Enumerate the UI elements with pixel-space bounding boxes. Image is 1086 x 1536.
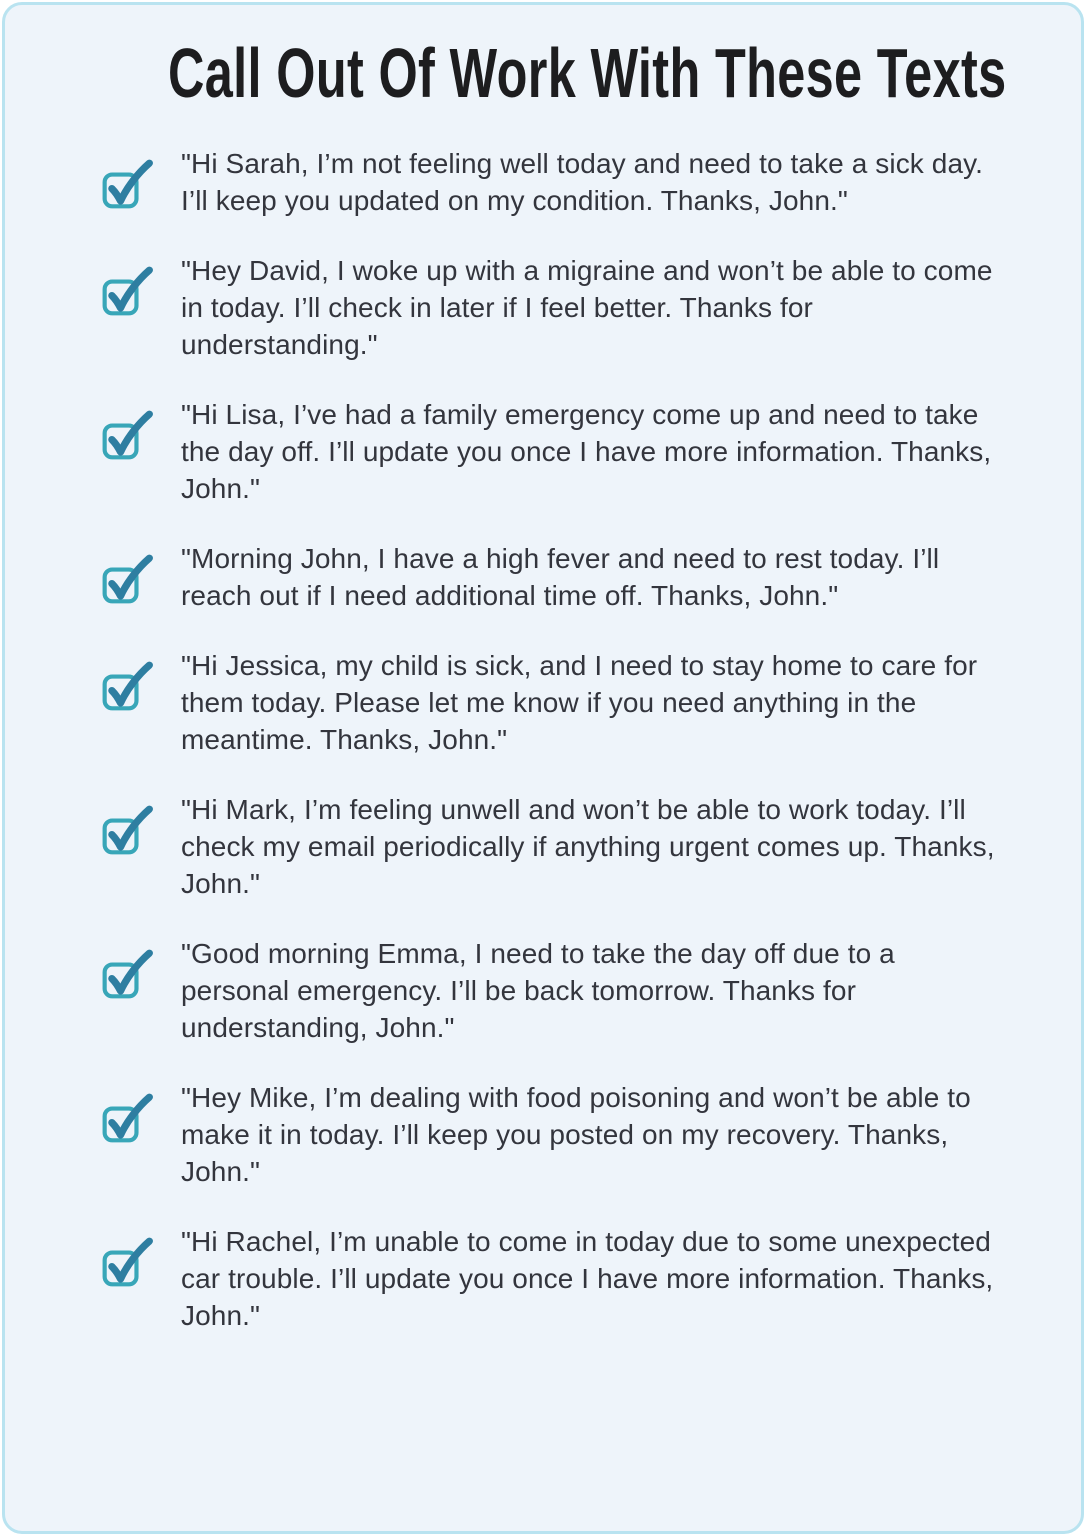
list-item [102,647,999,758]
text-message: "Hi Sarah, I’m not feeling well today and need to take a sick day. I’ll keep you updated on my condition. Thanks, John." [181,148,984,216]
message-list [5,145,1081,1334]
list-item [102,935,999,1046]
checkbox-checked-icon [102,944,152,1004]
checkbox-checked-icon [102,1232,152,1292]
text-message: "Morning John, I have a high fever and need to rest today. I’ll reach out if I need additional time off. Thanks, John." [181,543,940,611]
list-item [102,1079,999,1190]
checkbox-checked-icon [102,800,152,860]
page-title-wrap [5,34,1081,112]
text-message: "Good morning Emma, I need to take the day off due to a personal emergency. I’ll be back tomorrow. Thanks for understanding, John." [181,938,895,1043]
text-message: "Hi Jessica, my child is sick, and I need to stay home to care for them today. Please let me know if you need anything in the meantime. Thanks, John." [181,650,978,755]
list-item [102,145,999,219]
list-item [102,396,999,507]
checkbox-checked-icon [102,154,152,214]
list-item [102,540,999,614]
text-message: "Hey David, I woke up with a migraine and won’t be able to come in today. I’ll check in later if I feel better. Thanks for understanding." [181,255,993,360]
list-item [102,791,999,902]
list-item [102,1223,999,1334]
text-message: "Hi Rachel, I’m unable to come in today due to some unexpected car trouble. I’ll update you once I have more information. Thanks, John." [181,1226,994,1331]
list-item [102,252,999,363]
page-title: Call Out Of Work With These Texts [168,34,1007,112]
checkbox-checked-icon [102,405,152,465]
infographic-card [2,2,1084,1534]
checkbox-checked-icon [102,261,152,321]
text-message: "Hey Mike, I’m dealing with food poisoning and won’t be able to make it in today. I’ll keep you posted on my recovery. Thanks, John." [181,1082,971,1187]
text-message: "Hi Lisa, I’ve had a family emergency come up and need to take the day off. I’ll update you once I have more information. Thanks, John." [181,399,992,504]
checkbox-checked-icon [102,1088,152,1148]
text-message: "Hi Mark, I’m feeling unwell and won’t be able to work today. I’ll check my email periodically if anything urgent comes up. Thanks, John." [181,794,995,899]
checkbox-checked-icon [102,656,152,716]
checkbox-checked-icon [102,549,152,609]
